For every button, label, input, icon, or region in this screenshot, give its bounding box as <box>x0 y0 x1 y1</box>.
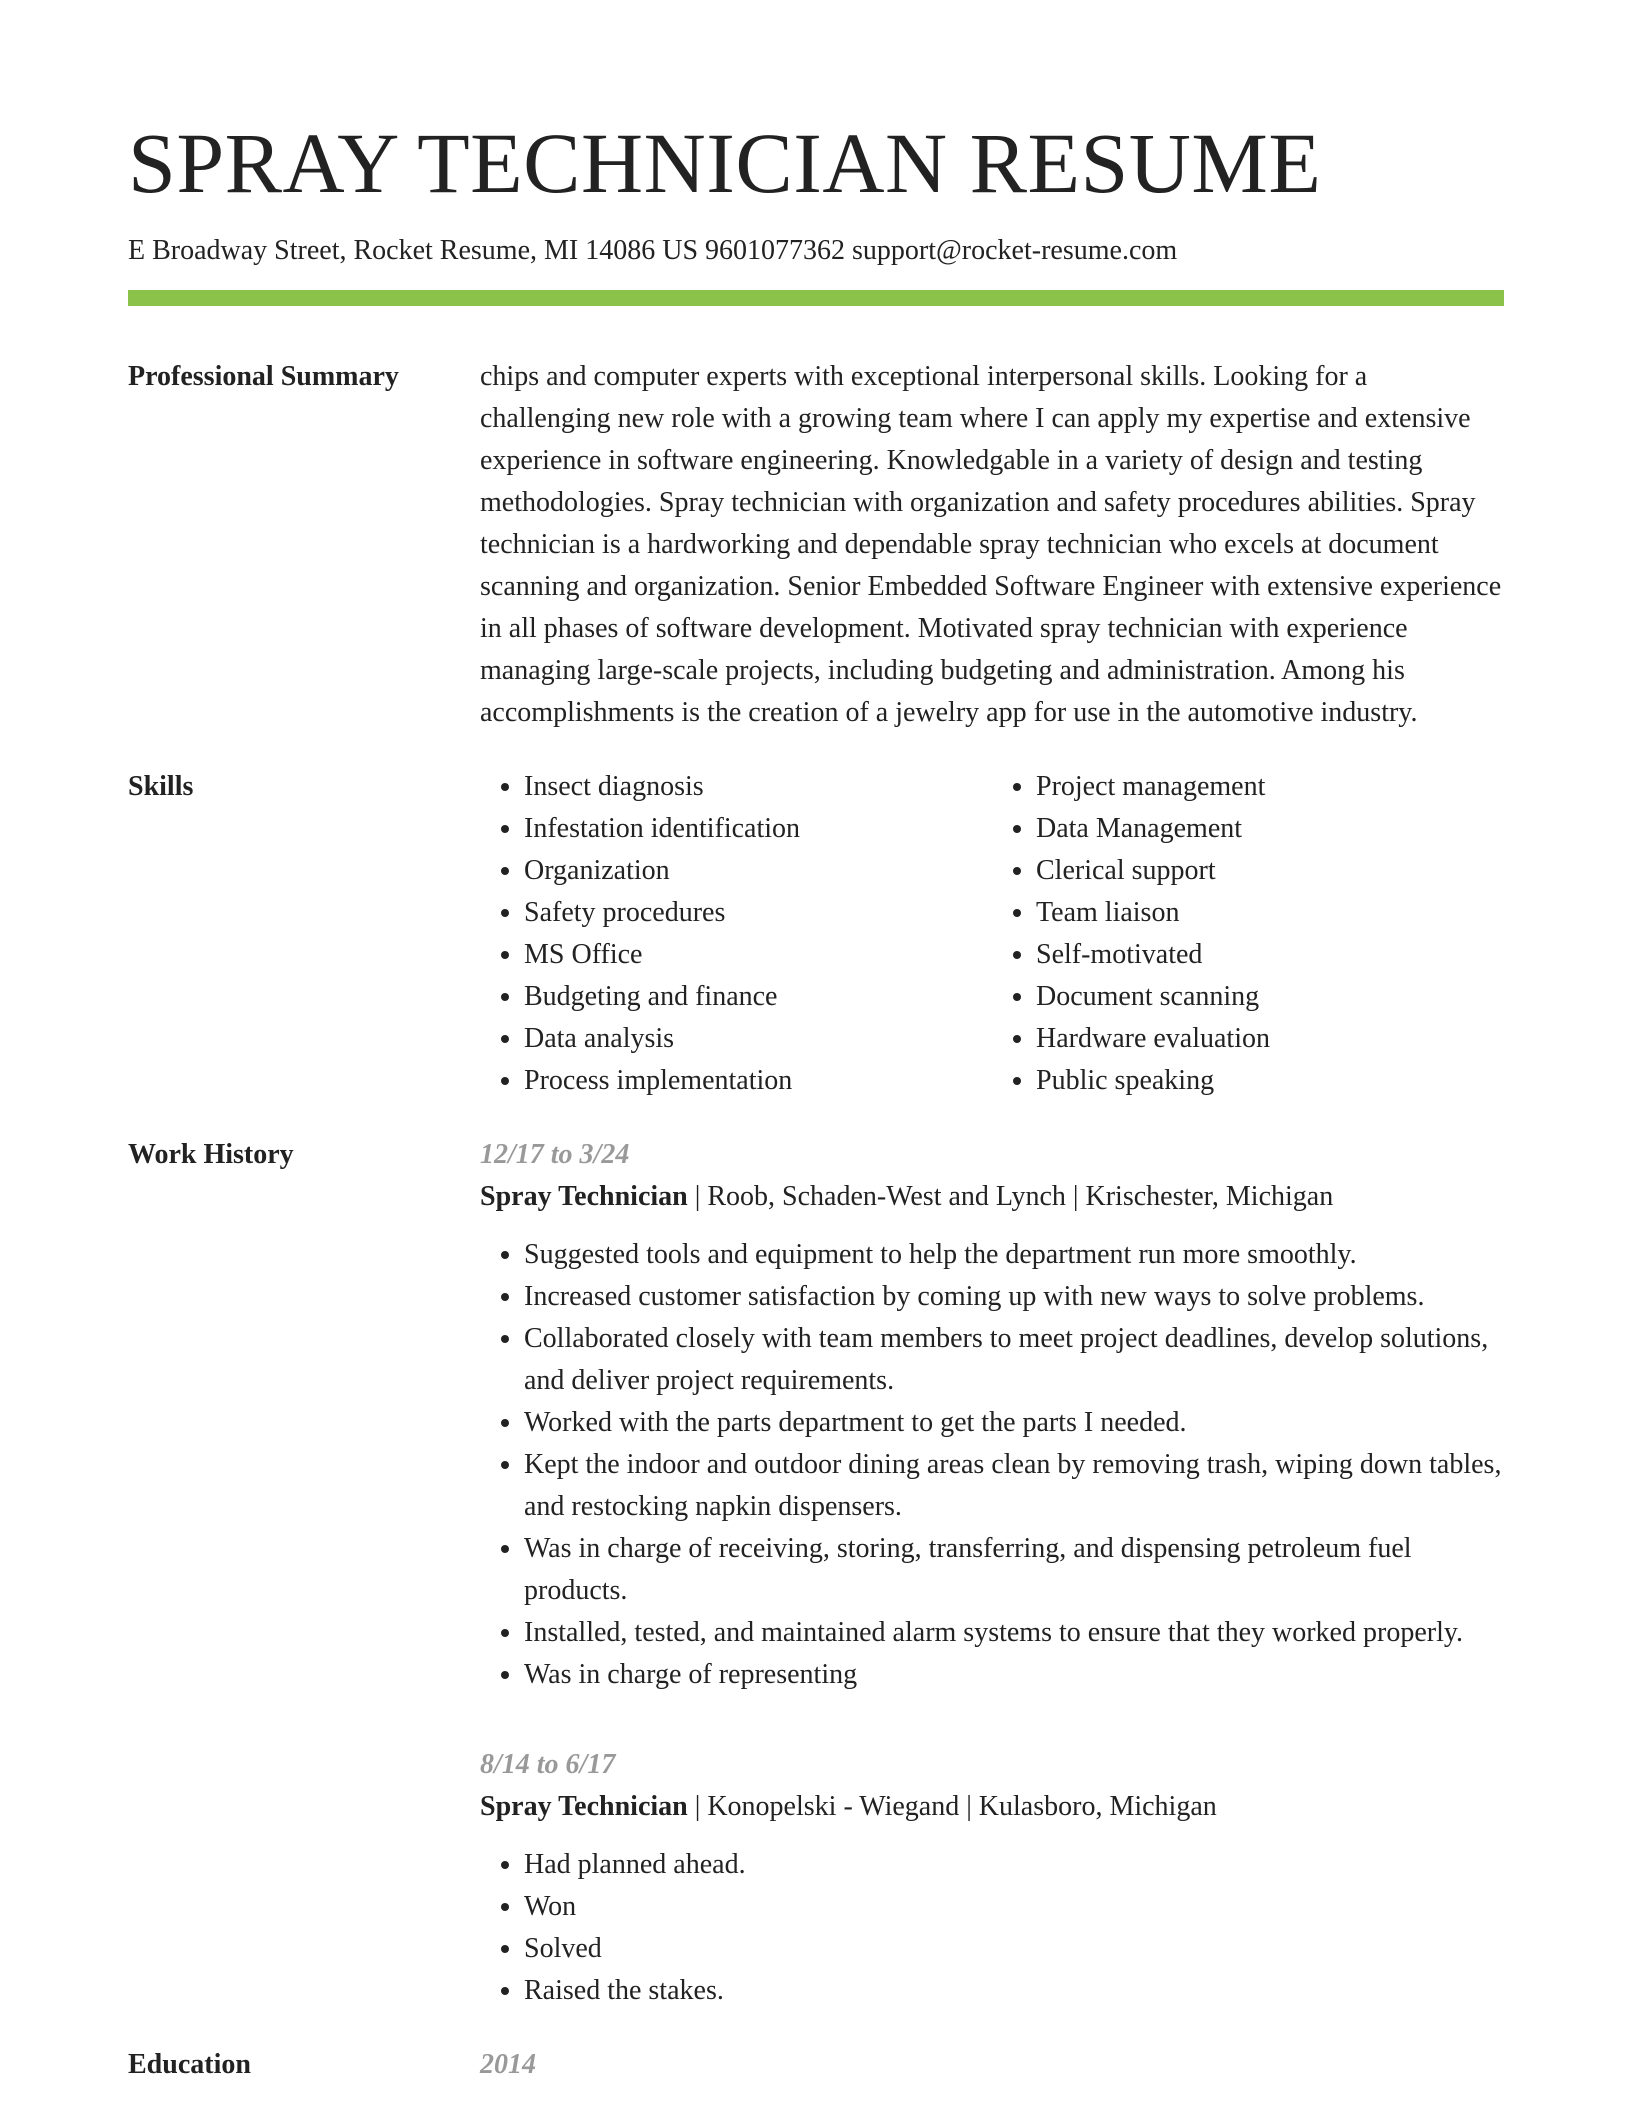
skill-item: • Data analysis <box>524 1018 992 1060</box>
job-bullet: • Installed, tested, and maintained alarm systems to ensure that they worked properly. <box>524 1612 1504 1654</box>
skills-list-right <box>992 766 1504 1102</box>
skill-item: • Organization <box>524 850 992 892</box>
skill-item: • MS Office <box>524 934 992 976</box>
job-bullet: • Had planned ahead. <box>524 1844 1504 1886</box>
job-bullet: • Worked with the parts department to get the parts I needed. <box>524 1402 1504 1444</box>
job-bullet: • Was in charge of representing <box>524 1654 1504 1696</box>
skills-list-left <box>480 766 992 1102</box>
job-bullet: • Suggested tools and equipment to help the department run more smoothly. <box>524 1234 1504 1276</box>
job-heading <box>480 1176 1504 1218</box>
skill-item: • Safety procedures <box>524 892 992 934</box>
job-heading <box>480 1786 1504 1828</box>
skill-item: • Team liaison <box>1036 892 1504 934</box>
job-dates: 12/17 to 3/24 <box>480 1138 630 1170</box>
skill-item: • Process implementation <box>524 1060 992 1102</box>
skill-item: • Public speaking <box>1036 1060 1504 1102</box>
skill-item: • Clerical support <box>1036 850 1504 892</box>
job-bullet: • Solved <box>524 1928 1504 1970</box>
education-section <box>128 2044 1504 2086</box>
job-bullet-list <box>480 1844 1504 2012</box>
section-label-work: Work History <box>128 1138 294 1170</box>
skill-item: • Data Management <box>1036 808 1504 850</box>
work-history-section <box>128 1134 1504 2012</box>
education-year: 2014 <box>480 2048 536 2080</box>
skill-item: • Hardware evaluation <box>1036 1018 1504 1060</box>
job-entry <box>480 1744 1504 2012</box>
job-dates: 8/14 to 6/17 <box>480 1748 616 1780</box>
skill-item: • Infestation identification <box>524 808 992 850</box>
contact-line: E Broadway Street, Rocket Resume, MI 14086 US 9601077362 support@rocket-resume.com <box>128 235 1178 266</box>
skill-item: • Self-motivated <box>1036 934 1504 976</box>
job-details: | Roob, Schaden-West and Lynch | Krischester, Michigan <box>687 1180 1334 1212</box>
section-label-education: Education <box>128 2048 251 2080</box>
section-label-skills: Skills <box>128 770 194 802</box>
skills-section <box>128 766 1504 1102</box>
skill-item: • Project management <box>1036 766 1504 808</box>
job-bullet: • Won <box>524 1886 1504 1928</box>
job-entry <box>480 1134 1504 1696</box>
resume-title: SPRAY TECHNICIAN RESUME <box>128 115 1322 211</box>
job-details: | Konopelski - Wiegand | Kulasboro, Michigan <box>687 1790 1217 1822</box>
accent-divider <box>128 290 1504 306</box>
job-title: Spray Technician <box>480 1790 688 1822</box>
skill-item: • Document scanning <box>1036 976 1504 1018</box>
skill-item: • Insect diagnosis <box>524 766 992 808</box>
summary-section <box>128 356 1504 734</box>
job-bullet: • Collaborated closely with team members to meet project deadlines, develop solutions, and deliver project requirements. <box>524 1318 1504 1402</box>
job-bullet-list <box>480 1234 1504 1696</box>
job-bullet: • Increased customer satisfaction by coming up with new ways to solve problems. <box>524 1276 1504 1318</box>
job-bullet: • Raised the stakes. <box>524 1970 1504 2012</box>
summary-text: chips and computer experts with exceptional interpersonal skills. Looking for a challenging new role with a growing team where I can apply my expertise and extensive experience in software engineering. Knowledgable in a variety of design and testing methodologies. Spray technician with organization and safety procedures abilities. Spray technician is a hardworking and dependable spray technician who excels at document scanning and organization. Senior Embedded Software Engineer with extensive experience in all phases of software development. Motivated spray technician with experience managing large-scale projects, including budgeting and administration. Among his accomplishments is the creation of a jewelry app for use in the automotive industry. <box>480 360 1502 728</box>
job-title: Spray Technician <box>480 1180 688 1212</box>
job-bullet: • Was in charge of receiving, storing, transferring, and dispensing petroleum fuel products. <box>524 1528 1504 1612</box>
section-label-summary: Professional Summary <box>128 360 399 392</box>
skill-item: • Budgeting and finance <box>524 976 992 1018</box>
job-bullet: • Kept the indoor and outdoor dining areas clean by removing trash, wiping down tables, and restocking napkin dispensers. <box>524 1444 1504 1528</box>
